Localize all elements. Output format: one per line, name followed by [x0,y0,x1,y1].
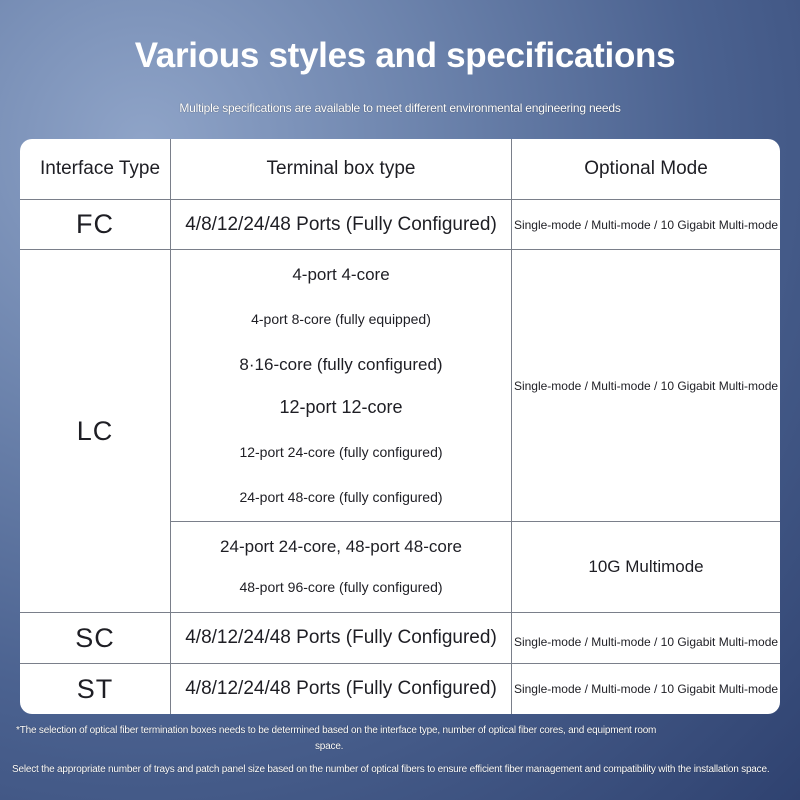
interface-lc: LC [76,415,114,446]
mode-fc: Single-mode / Multi-mode / 10 Gigabit Multi-mode [513,217,779,232]
mode-lc-standard: Single-mode / Multi-mode / 10 Gigabit Multi-mode [513,378,779,393]
interface-st: ST [76,673,114,704]
mode-st: Single-mode / Multi-mode / 10 Gigabit Multi-mode [513,682,779,696]
header-terminal-box-type: Terminal box type [266,158,416,179]
header-interface-type: Interface Type [39,158,161,179]
lc-option: 4-port 4-core [292,265,390,284]
terminal-fc: 4/8/12/24/48 Ports (Fully Configured) [185,213,497,235]
lc-option: 12-port 12-core [279,397,403,417]
lc-option: 8·16-core (fully configured) [239,355,443,374]
page-subtitle: Multiple specifications are available to meet different environmental engineering needs [179,101,621,115]
lc-option: 24-port 24-core, 48-port 48-core [220,537,462,556]
mode-sc: Single-mode / Multi-mode / 10 Gigabit Multi-mode [513,635,779,649]
terminal-sc: 4/8/12/24/48 Ports (Fully Configured) [185,627,497,648]
lc-option: 4-port 8-core (fully equipped) [251,311,431,327]
footnote-line-3: Select the appropriate number of trays and patch panel size based on the number of optical fibers to ensure efficient fiber management and compatibility with the installation space. [12,764,770,775]
spec-table [20,139,780,714]
footnote-line-2: space. [315,741,344,752]
header-optional-mode: Optional Mode [584,158,708,179]
lc-option: 12-port 24-core (fully configured) [239,444,443,460]
mode-lc-10g: 10G Multimode [588,557,704,576]
page-title: Various styles and specifications [134,36,676,75]
footnote-line-1: *The selection of optical fiber termination boxes needs to be determined based on the interface type, number of optical fiber cores, and equipment room [16,725,657,736]
lc-option: 48-port 96-core (fully configured) [239,579,443,595]
interface-sc: SC [75,622,115,653]
lc-option: 24-port 48-core (fully configured) [239,489,443,505]
interface-fc: FC [76,209,114,239]
terminal-st: 4/8/12/24/48 Ports (Fully Configured) [185,678,497,699]
